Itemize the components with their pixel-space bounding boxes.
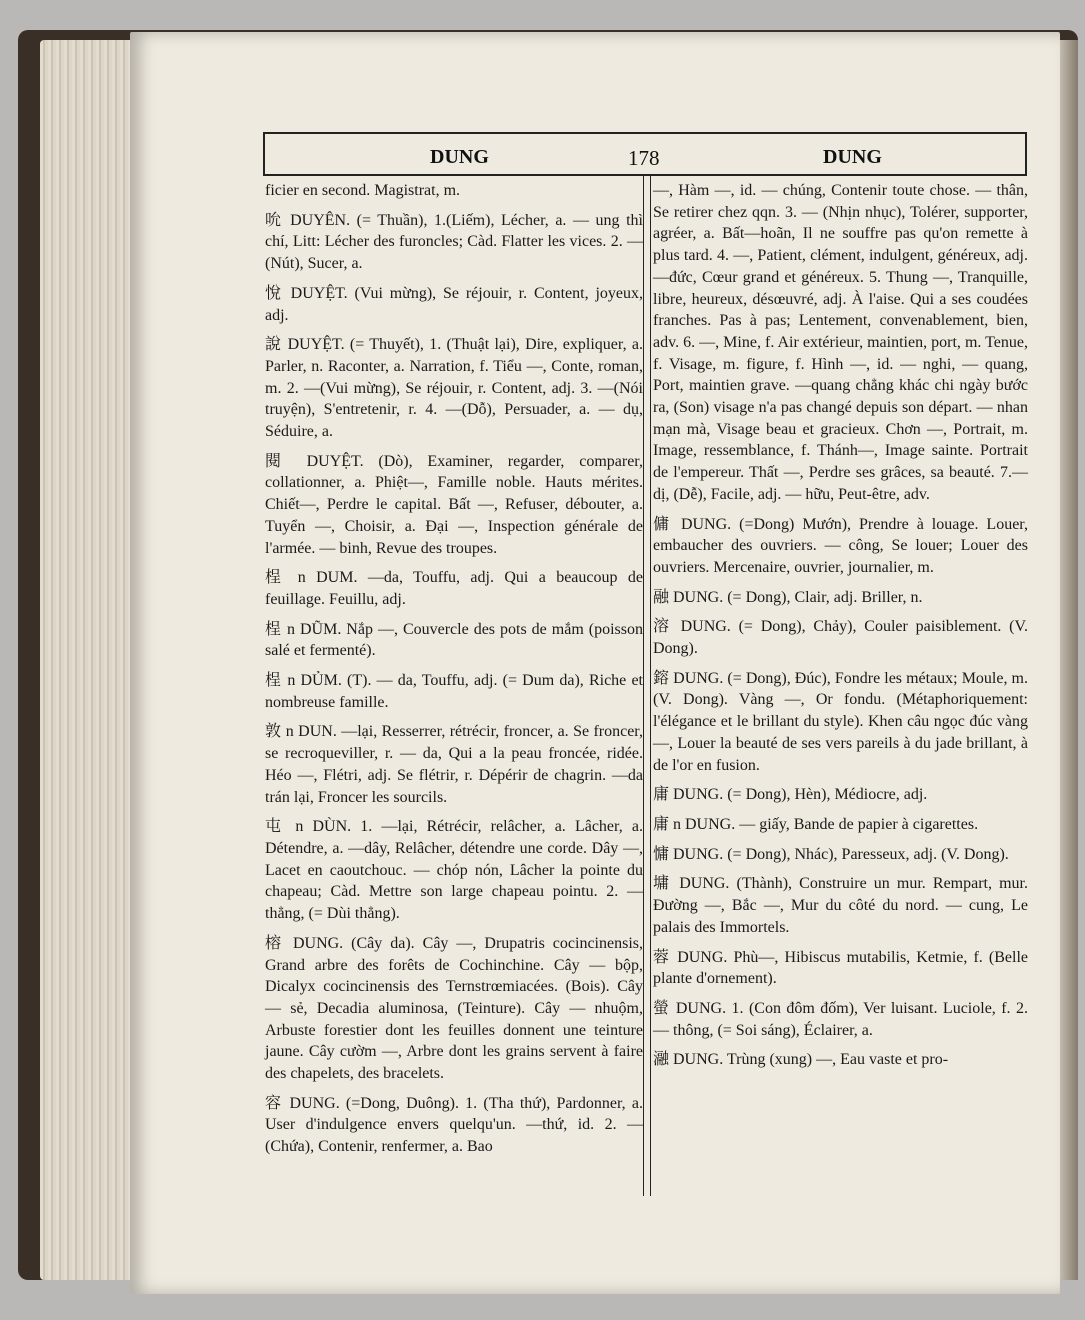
entry: 蓉 DUNG. Phù—, Hibiscus mutabilis, Ketmie, f. (Belle plante d'ornement). (653, 948, 1028, 988)
entry: 螢 DUNG. 1. (Con đôm đốm), Ver luisant. Luciole, f. 2. — thông, (= Soi sáng), Éclairer, a. (653, 999, 1028, 1039)
entry: 鎔 DUNG. (= Dong), Đúc), Fondre les métaux; Moule, m. (V. Dong). Vàng —, Or fondu. (Métaphoriquement: l'élégance et le brillant du style). Khen câu ngọc đúc vàng —, Louer la beauté de ses vers pareils à du jade brillant, à de l'or en fusion. (653, 669, 1028, 774)
right-column (653, 180, 1028, 1079)
entry: ficier en second. Magistrat, m. (265, 182, 461, 199)
right-page-edge (1058, 40, 1078, 1280)
entry: 容 DUNG. (=Dong, Duông). 1. (Tha thứ), Pardonner, a. User d'indulgence envers quelqu'un. —thứ, id. 2. —(Chứa), Contenir, renfermer, a. Bao (265, 1094, 643, 1156)
page-stack (40, 40, 140, 1280)
entry: 桯 n DUM. —da, Touffu, adj. Qui a beaucoup de feuillage. Feuillu, adj. (265, 569, 643, 608)
entry: 說 DUYỆT. (= Thuyết), 1. (Thuật lại), Dire, expliquer, a. Parler, n. Raconter, a. Narration, f. Tiểu —, Conte, roman, m. 2. —(Vui mừng), Se réjouir, r. Content, adj. 3. —(Nói truyện), S'entretenir, r. 4. —(Dỗ), Persuader, a. — dụ, Séduire, a. (265, 336, 643, 441)
entry: 庸 DUNG. (= Dong), Hèn), Médiocre, adj. (653, 786, 928, 804)
header-left-word: DUNG (430, 146, 489, 168)
entry: 悅 DUYỆT. (Vui mừng), Se réjouir, r. Content, joyeux, adj. (265, 284, 643, 324)
entry: 庸 n DUNG. — giấy, Bande de papier à cigarettes. (653, 815, 979, 833)
entry: 屯 n DÙN. 1. —lại, Rétrécir, relâcher, a. Lâcher, a. Détendre, a. —dây, Relâcher, détendre une corde. Dây —, Lacet en caoutchouc. — chóp nón, Lâcher la pointe du chapeau; Càd. Mettre son large chapeau pointu. 2. — thẳng, (= Dùi thẳng). (265, 818, 643, 923)
entry: —, Hàm —, id. — chúng, Contenir toute chose. — thân, Se retirer chez qqn. 3. — (Nhịn nhục), Tolérer, supporter, agréer, a. Bất—hoãn, Il ne souffre pas qu'on remette à plus tard. 4. —, Patient, clément, indulgent, généreux, adj. —đức, Cœur grand et généreux. 5. Thung —, Tranquille, libre, heureux, désœuvré, adj. À l'aise. Qui a ses coudées franches. Pas à pas; Lentement, convenablement, bien, adv. 6. —, Mine, f. Air extérieur, maintien, port, m. Tenue, f. Visage, m. figure, f. Hình —, id. — nghi, — quang, Port, maintien grave. —quang chẳng khác chi ngày bước ra, (Son) visage n'a pas changé depuis son départ. — nhan mạn mà, Visage beau et gracieux. Chơn —, Portrait, m. Image, ressemblance, f. Thánh—, Image sainte. Portrait de l'empereur. Thất —, Perdre ses grâces, sa beauté. 7.— dị, (Dễ), Facile, adj. — hữu, Peut-être, adv. (653, 182, 1028, 503)
header-right-word: DUNG (823, 146, 882, 168)
column-divider (643, 176, 651, 1196)
left-column (265, 180, 643, 1166)
entry: 敦 n DUN. —lại, Resserrer, rétrécir, froncer, a. Se froncer, se recroqueviller, r. — da, Qui a la peau froncée, ridée. Héo —, Flétri, adj. Se flétrir, r. Dépérir de chagrin. —da trán lại, Froncer les sourcils. (265, 723, 643, 806)
entry: 溶 DUNG. (= Dong), Chảy), Couler paisiblement. (V. Dong). (653, 618, 1028, 658)
page-number: 178 (628, 146, 660, 170)
page-header (263, 132, 1027, 176)
entry: 閱 DUYỆT. (Dò), Examiner, regarder, comparer, collationner, a. Phiệt—, Famille noble. Hauts mérites. Chiết—, Perdre le capital. Bất —, Refuser, débouter, a. Tuyển —, Choisir, a. Đại —, Inspection générale de l'armée. — binh, Revue des troupes. (265, 452, 643, 557)
entry: 榕 DUNG. (Cây da). Cây —, Drupatris cocincinensis, Grand arbre des forêts de Cochinchine. Cây — bộp, Dicalyx cocincinensis des Ternstrœmiacées. (Bois). Cây — sẻ, Decadia aluminosa, (Teinture). Cây — nhuộm, Arbuste forestier dont les feuilles donnent une teinture jaune. Cây cườm —, Arbre dont les grains servent à faire des chapelets, des bracelets. (265, 934, 643, 1083)
entry: 瀜 DUNG. Trùng (xung) —, Eau vaste et pro- (653, 1051, 949, 1069)
entry: 桯 n DỦM. (T). — da, Touffu, adj. (= Dum da), Riche et nombreuse famille. (265, 672, 643, 711)
entry: 吮 DUYÊN. (= Thuần), 1.(Liếm), Lécher, a. — ung thì chí, Litt: Lécher des furoncles; Càd. Flatter les vices. 2. —(Nút), Sucer, a. (265, 211, 643, 273)
entry: 傭 DUNG. (=Dong) Mướn), Prendre à louage. Louer, embaucher des ouvriers. — công, Se louer; Louer des ouvriers. Mercenaire, ouvrier, journalier, m. (653, 515, 1028, 576)
entry: 墉 DUNG. (Thành), Construire un mur. Rempart, mur. Đường —, Bắc —, Mur du côté du nord. — cung, Le palais des Immortels. (653, 875, 1028, 936)
entry: 融 DUNG. (= Dong), Clair, adj. Briller, n. (653, 588, 923, 606)
entry: 慵 DUNG. (= Dong), Nhác), Paresseux, adj. (V. Dong). (653, 845, 1009, 863)
entry: 桯 n DŨM. Nắp —, Couvercle des pots de mắm (poisson salé et fermenté). (265, 620, 643, 660)
